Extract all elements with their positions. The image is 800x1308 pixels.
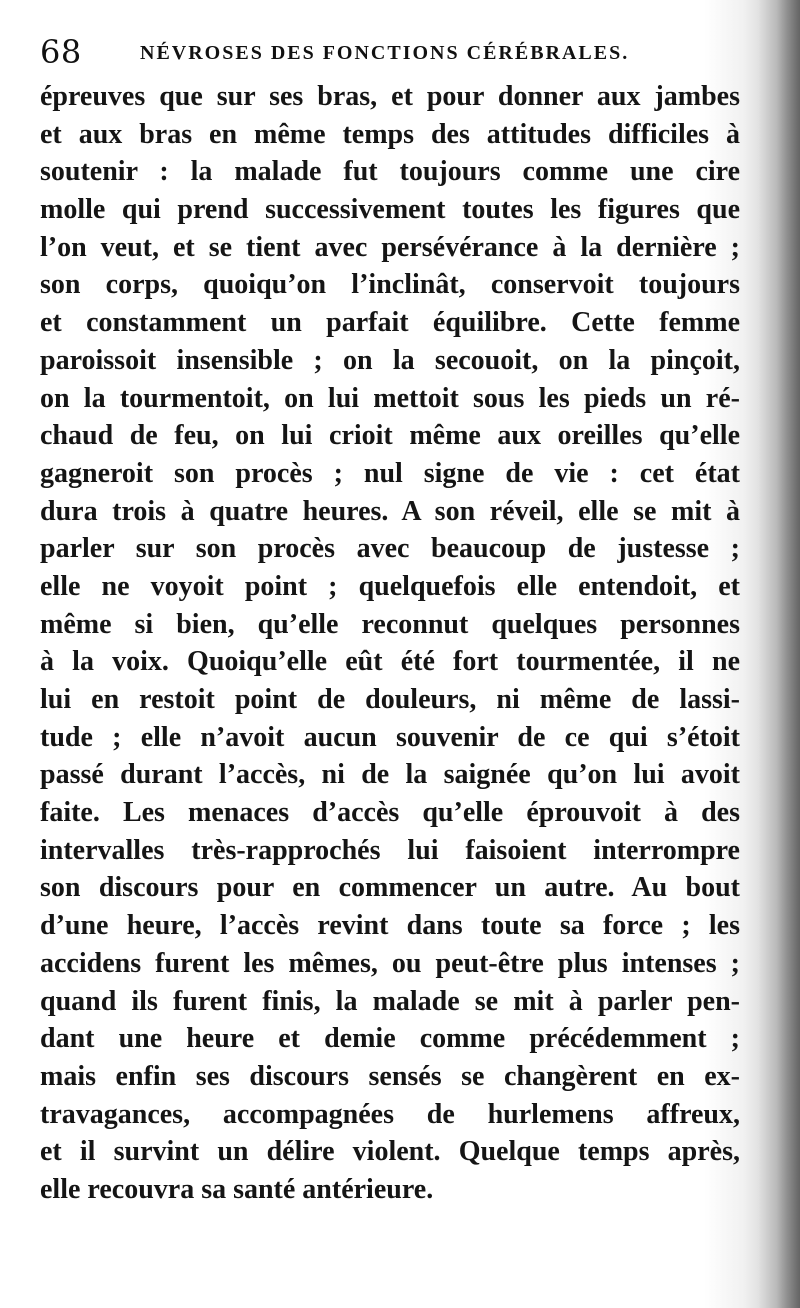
text-line: dant une heure et demie comme précédemment ; [40,1023,740,1055]
text-line: faite. Les menaces d’accès qu’elle éprouvoit à des [40,797,740,829]
text-line: l’on veut, et se tient avec persévérance à la dernière ; [40,231,740,263]
text-line: et aux bras en même temps des attitudes difficiles à [40,118,740,150]
text-line: à la voix. Quoiqu’elle eût été fort tourmentée, il ne [40,646,740,678]
text-line: on la tourmentoit, on lui mettoit sous les pieds un ré- [40,382,740,414]
text-line: quand ils furent finis, la malade se mit à parler pen- [40,985,740,1017]
text-line: molle qui prend successivement toutes les figures que [40,194,740,226]
text-line: lui en restoit point de douleurs, ni même de lassi- [40,684,740,715]
page-number: 68 [40,33,82,71]
text-line: elle ne voyoit point ; quelquefois elle entendoit, et [40,570,740,602]
page-edge-shadow [758,0,800,1308]
text-line: accidens furent les mêmes, ou peut-être plus intenses ; [40,947,740,979]
text-line: parler sur son procès avec beaucoup de justesse ; [40,533,740,565]
text-line: gagneroit son procès ; nul signe de vie : cet état [40,457,740,489]
text-line: travagances, accompagnées de hurlemens affreux, [40,1098,740,1130]
text-line: dura trois à quatre heures. A son réveil, elle se mit à [40,495,740,527]
text-line: chaud de feu, on lui crioit même aux oreilles qu’elle [40,420,740,452]
text-line: paroissoit insensible ; on la secouoit, on la pinçoit, [40,344,740,376]
text-line: épreuves que sur ses bras, et pour donner aux jambes [40,81,740,112]
text-line: et constamment un parfait équilibre. Cette femme [40,307,740,339]
running-head: NÉVROSES DES FONCTIONS CÉRÉBRALES. [140,42,630,64]
text-line: passé durant l’accès, ni de la saignée qu’on lui avoit [40,759,740,791]
text-line: mais enfin ses discours sensés se changèrent en ex- [40,1060,740,1092]
text-line: tude ; elle n’avoit aucun souvenir de ce qui s’étoit [40,721,740,753]
text-line: son discours pour en commencer un autre. Au bout [40,872,740,904]
body-text [40,78,740,1209]
text-line: soutenir : la malade fut toujours comme une cire [40,156,740,188]
text-line: intervalles très-rapprochés lui faisoient interrompre [40,834,740,866]
text-line: même si bien, qu’elle reconnut quelques personnes [40,608,740,640]
text-line: et il survint un délire violent. Quelque temps après, [40,1136,740,1168]
text-line: d’une heure, l’accès revint dans toute sa force ; les [40,910,740,942]
text-line: son corps, quoiqu’on l’inclinât, conservoit toujours [40,269,740,301]
page-header [40,30,730,74]
text-line: elle recouvra sa santé antérieure. [40,1173,434,1205]
